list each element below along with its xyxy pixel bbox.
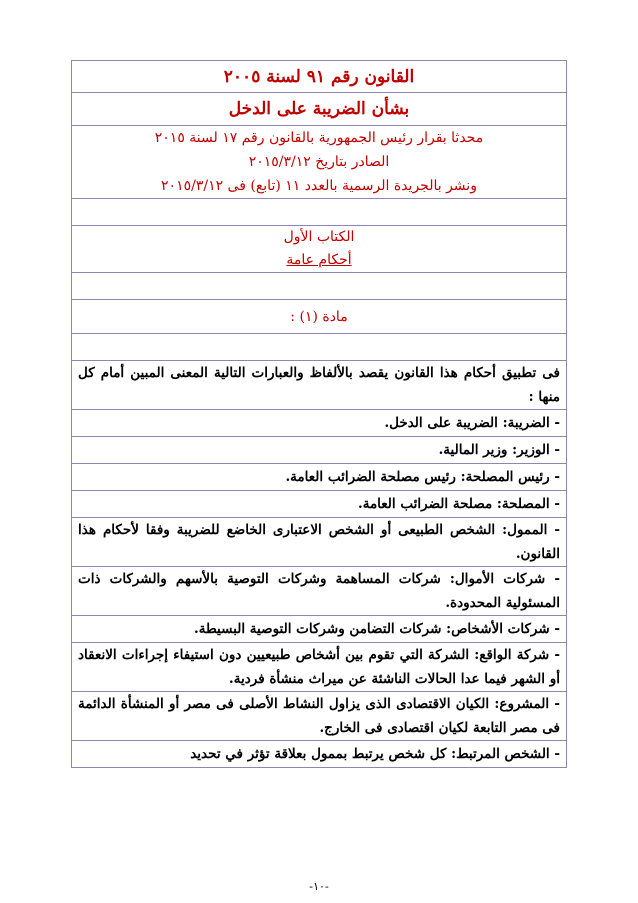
definition-item: - الوزير: وزير المالية. (72, 437, 567, 464)
law-document-table (71, 60, 567, 768)
definition-row (72, 616, 567, 643)
definition-row (72, 491, 567, 518)
section-title: أحكام عامة (286, 252, 352, 268)
definition-row (72, 437, 567, 464)
definition-item: - شركات الأموال: شركات المساهمة وشركات التوصية بالأسهم والشركات ذات المسئولية المحدودة. (72, 567, 567, 616)
definition-row (72, 567, 567, 616)
definition-row (72, 741, 567, 768)
definition-row (72, 643, 567, 692)
meta-amendment: محدثا بقرار رئيس الجمهورية بالقانون رقم ١٧ لسنة ٢٠١٥ (154, 130, 484, 146)
page-number: -١٠- (309, 880, 329, 893)
law-meta (72, 126, 567, 199)
book-row (72, 226, 567, 273)
meta-row (72, 126, 567, 199)
article-label: مادة (١) : (72, 300, 567, 334)
blank-row (72, 334, 567, 361)
subtitle-row (72, 93, 567, 126)
definition-item: - المصلحة: مصلحة الضرائب العامة. (72, 491, 567, 518)
definition-item: - المشروع: الكيان الاقتصادى الذى يزاول النشاط الأصلى فى مصر أو المنشأة الدائمة فى مصر التابعة لكيان اقتصادى فى الخارج. (72, 692, 567, 741)
article-intro: فى تطبيق أحكام هذا القانون يقصد بالألفاظ والعبارات التالية المعنى المبين أمام كل منها : (72, 361, 567, 410)
title-row (72, 61, 567, 93)
law-title: القانون رقم ٩١ لسنة ٢٠٠٥ (72, 61, 567, 93)
definition-item: - شركة الواقع: الشركة التي تقوم بين أشخاص طبيعيين دون استيفاء إجراءات الانعقاد أو الشهر فيما عدا الحالات الناشئة عن ميراث منشأة فردية. (72, 643, 567, 692)
blank-row (72, 199, 567, 226)
law-subtitle: بشأن الضريبة على الدخل (72, 93, 567, 126)
definition-item: - شركات الأشخاص: شركات التضامن وشركات التوصية البسيطة. (72, 616, 567, 643)
book-title: الكتاب الأول (283, 229, 355, 245)
definition-row (72, 692, 567, 741)
article-row (72, 300, 567, 334)
blank-row (72, 273, 567, 300)
intro-row (72, 361, 567, 410)
definition-item: - الشخص المرتبط: كل شخص يرتبط بممول بعلاقة تؤثر في تحديد (72, 741, 567, 768)
meta-publication: ونشر بالجريدة الرسمية بالعدد ١١ (تابع) فى ٢٠١٥/٣/١٢ (161, 178, 477, 194)
meta-issue-date: الصادر بتاريخ ٢٠١٥/٣/١٢ (248, 154, 390, 170)
definition-item: - رئيس المصلحة: رئيس مصلحة الضرائب العامة. (72, 464, 567, 491)
definition-item: - الضريبة: الضريبة على الدخل. (72, 410, 567, 437)
book-heading (72, 226, 567, 273)
definition-row (72, 518, 567, 567)
definition-item: - الممول: الشخص الطبيعى أو الشخص الاعتبارى الخاضع للضريبة وفقا لأحكام هذا القانون. (72, 518, 567, 567)
definition-row (72, 464, 567, 491)
definition-row (72, 410, 567, 437)
